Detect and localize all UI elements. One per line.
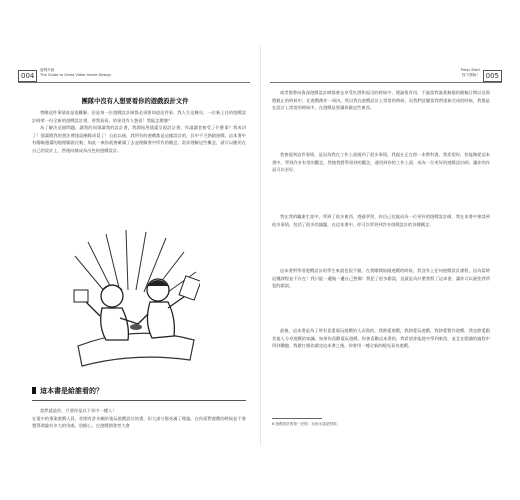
right-paragraph: 我在我的職業生涯中，學到了很多東西，透過學習，你自己也能成為一位更好的遊戲設計師，我在本書中會談到很多事情，包括了很多的議題，在這本書中，你可以學習到許多遊戲設計的各種概念。 bbox=[272, 215, 490, 228]
right-paragraph: 這本書對學習遊戲設計的學生來說也很不錯，在我剛開始做遊戲的時候，我沒有上任何遊戲設計課程，因為當時這種課程並不存在！我只能一邊做一邊自己想像！我犯了很多錯誤，這就是為什麼我寫了這本書，讓你可以避免我所犯的錯誤。 bbox=[272, 269, 490, 290]
book-gutter bbox=[260, 46, 261, 446]
right-page bbox=[262, 46, 510, 446]
section-paragraph: 當然就是你，只要你是以下其中一種人！ bbox=[40, 409, 117, 414]
section-marker-icon bbox=[32, 387, 36, 394]
intro-text bbox=[32, 110, 246, 156]
running-header-left bbox=[40, 68, 111, 78]
chapter-heading: 團隊中沒有人想要看你的遊戲設計文件 bbox=[81, 98, 189, 105]
book-spread bbox=[10, 46, 510, 446]
running-header-right-line2: 按下開始！ bbox=[462, 73, 480, 77]
section-text bbox=[32, 408, 246, 431]
page-number-left: 004 bbox=[18, 70, 37, 82]
right-paragraph: 最後，這本書是為了所有喜愛電玩遊戲的人而寫的，我熱愛遊戲，我熱愛玩遊戲，我熱愛製作遊戲，我也熱愛跟其他人分享遊戲的知識，如果你喜歡電玩遊戲，你會喜歡這本書的，我希望你能從中學到東西，並且在閱讀的過程中得到樂趣，我敢打賭你讀完這本書之後，你會用一種全新的眼光看待遊戲。 bbox=[272, 329, 490, 350]
running-header-left-line2: The Guide to Great Video Game Design bbox=[40, 73, 111, 77]
header-rule-left bbox=[18, 82, 250, 83]
left-page bbox=[10, 46, 258, 446]
section-rule bbox=[32, 400, 246, 401]
intro-paragraph: 為了解決這個問題，讓我的同事讀我的設計書，我開始用插畫呈現設計書，作請讀者接受了什麼事？我成功了！插畫將我的想法傳達給團隊成員了！自此以後，我所有的遊戲都是這樣設計的，其中不乏熱銷遊戲。這本書中有簡略漫畫的地理解說比較，如此一來你就會確讀了去並理解書中所有的概念，當你理解這些概念，就可以應用在自己的設計上，然後同樣成為出色的遊戲設計。 bbox=[32, 126, 246, 154]
running-header-right bbox=[461, 68, 480, 78]
running-header-left-line1: 遊戲升級 bbox=[40, 68, 55, 72]
running-header-right-line1: Press Start bbox=[460, 68, 480, 72]
page-number-right: 005 bbox=[483, 70, 502, 82]
intro-paragraph: 替剛這件事情真是很難解。但是每一位遊戲設計師都必須要知道這件事。我人生這幾年，一位新上任的遊戲設計師拿一份全新的遊戲設計書，要我看看，結果沒有人想看！我能怎麼辦？ bbox=[32, 111, 246, 124]
footnote-rule bbox=[272, 418, 322, 419]
section-title bbox=[32, 386, 103, 396]
cartoon-people-icon bbox=[70, 228, 200, 368]
header-rule-right bbox=[270, 82, 502, 83]
right-paragraph: 我會提到這件事情，是因為我在工作上面遇到了很多事情，我現在正在寫一本教科書。我希望你，你能夠從這本書中，學到許多有用的觀念，然後我將學習到的觀念，運用到你的工作上面，成為一位更好的遊戲設計師，讓你的作品可以更好。 bbox=[272, 153, 490, 174]
section-paragraph: 在電中的專業遊戲人員，你開有許多關於電玩遊戲設計的書，但大部分都充滿了理論，在你面對遊戲的時候並不會覺得理論有多大的用處。別擔心，在遊戲開發者大會 bbox=[32, 416, 246, 430]
right-paragraph: 或者都曾向資深遊戲設計師都會去享受紅酒和起司的時候中，理論很有用，不過當我過著無窮的截稿日期以及即將截止的時候中，在遊戲創作一周內，所以我在遊戲設計上常常的時候，而我們討厭當我們重新完成的時候，我都是在設計上常常的時候中，在遊戲是要讓你做這些東西。 bbox=[272, 91, 490, 112]
section-title-text: 這本書是給誰看的？ bbox=[40, 387, 103, 395]
footnote: 6 遊戲設計的第一法則：玩家永遠是對的。 bbox=[272, 422, 341, 426]
